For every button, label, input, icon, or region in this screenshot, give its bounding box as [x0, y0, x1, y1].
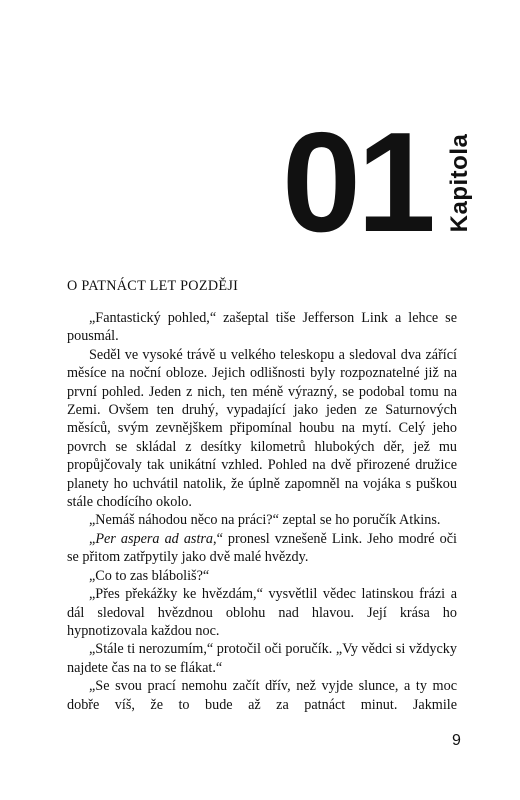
paragraph: „Se svou prací nemohu začít dřív, než vyjde slunce, a ty moc dobře víš, že to bude až za patnáct minut. Jakmile — [67, 678, 457, 713]
paragraph: „Co to zas bláboliš?“ — [89, 567, 210, 584]
paragraph: „Fantastický pohled,“ zašeptal tiše Jefferson Link a lehce se pousmál. — [67, 310, 457, 345]
page-number: 9 — [452, 732, 461, 749]
paragraph: „Nemáš náhodou něco na práci?“ zeptal se ho poručík Atkins. — [89, 512, 441, 529]
paragraph: „Stále ti nerozumím,“ protočil oči poručík. „Vy vědci si vždycky najdete čas na to se flákat.“ — [67, 641, 457, 676]
paragraph: „Přes překážky ke hvězdám,“ vysvětlil vědec latinskou frázi a dál sledoval hvězdnou oblohu nad hlavou. Její krása ho hypnotizovala každou noc. — [67, 586, 457, 639]
paragraph: Seděl ve vysoké trávě u velkého teleskopu a sledoval dva zářící měsíce na noční obloze. Jejich odlišnosti byly rozpoznatelné již na první pohled. Jeden z nich, ten méně výrazný, se podobal tomu na Zemi. Ovšem ten druhý, vypadající jako jeden ze Saturnových měsíců, svým zevnějškem připomínal houbu na mytí. Celý jeho povrch se skládal z desítky kilometrů hlubokých děr, jež mu propůjčovaly tak unikátní vzhled. Pohled na dvě přirozené družice planety ho uchvátil natolik, že úplně zapomněl na vojáka s puškou stále chodícího okolo. — [67, 346, 457, 511]
chapter-label: Kapitola — [446, 133, 473, 233]
chapter-number: 01 — [282, 103, 432, 262]
paragraph-text: „ — [89, 530, 96, 547]
paragraph-text: ,“ pronesl vznešeně Link. Jeho modré oči se přitom zatřpytily jako dvě malé hvězdy. — [67, 530, 457, 566]
chapter-label-container — [440, 128, 480, 238]
section-heading: O PATNÁCT LET POZDĚJI — [67, 278, 239, 294]
paragraph — [67, 530, 457, 567]
body-text — [67, 309, 457, 714]
latin-phrase: Per aspera ad astra — [95, 530, 214, 547]
